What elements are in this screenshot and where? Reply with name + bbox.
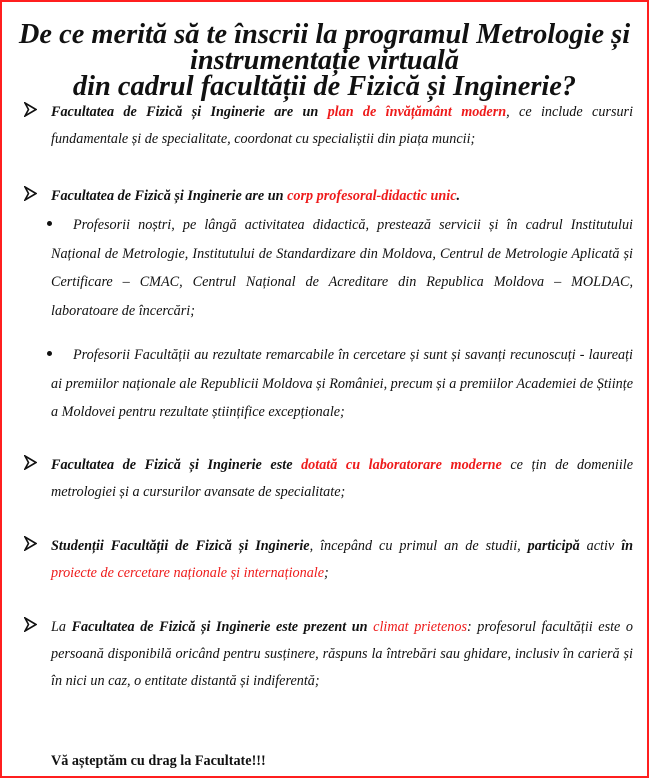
list-item-text: Facultatea de Fizică și Inginerie este dotată cu laboratorare moderne ce țin de domeniile metrologiei și a cursurilor avansate de specialitate; xyxy=(51,457,634,500)
title-line-2: din cadrul facultății de Fizică și Inginerie? xyxy=(72,71,577,102)
list-item-laboratories xyxy=(2,452,647,506)
arrow-bullet-icon xyxy=(24,617,37,632)
bullet-dot-icon xyxy=(47,351,52,356)
list-item-text: Facultatea de Fizică și Inginerie are un plan de învățământ modern, ce include cursuri fundamentale și de specialitate, coordonat cu specialiștii din piața muncii; xyxy=(51,104,634,147)
list-item-friendly-climate xyxy=(2,614,647,695)
list-item-text: Facultatea de Fizică și Inginerie are un corp profesoral-didactic unic. xyxy=(51,188,461,204)
sub-item-research xyxy=(2,341,647,427)
list-item-teaching-staff xyxy=(2,183,647,210)
list-item-research-projects xyxy=(2,533,647,587)
sub-item-text: Profesorii noștri, pe lângă activitatea didactică, prestează servicii și în cadrul Institutului Național de Metrologie, Institutului de Standardizare din Moldova, Centrul de Metrologie Aplicată și Certificare – CMAC, Centrul Național de Acreditare din Republica Moldova – MOLDAC, laboratoare de încercări; xyxy=(51,217,633,319)
closing-message: Vă așteptăm cu drag la Facultate!!! xyxy=(51,753,266,769)
title-line-1: De ce merită să te înscrii la programul Metrologie și instrumentație virtuală xyxy=(18,19,631,76)
list-item-text: Studenții Facultății de Fizică și Inginerie, începând cu primul an de studii, participă activ în proiecte de cercetare naționale și internaționale; xyxy=(51,538,634,581)
list-item-study-plan xyxy=(2,99,647,153)
arrow-bullet-icon xyxy=(24,536,37,551)
page-title xyxy=(2,19,647,102)
bullet-dot-icon xyxy=(47,221,52,226)
sub-item-text: Profesorii Facultății au rezultate remarcabile în cercetare și sunt și savanți recunoscuți - laureați ai premiilor naționale ale Republicii Moldova și României, precum și a premiilor Academiei de Științe a Moldovei pentru rezultate științifice excepționale; xyxy=(51,347,633,420)
arrow-bullet-icon xyxy=(24,102,37,117)
sub-item-services xyxy=(2,211,647,325)
arrow-bullet-icon xyxy=(24,186,37,201)
arrow-bullet-icon xyxy=(24,455,37,470)
list-item-text: La Facultatea de Fizică și Inginerie este prezent un climat prietenos: profesorul facultății este o persoană disponibilă oricând pentru susținere, răspuns la întrebări sau ghidare, inclusiv în carieră și în nici un caz, o entitate distantă și indiferentă; xyxy=(51,619,634,689)
